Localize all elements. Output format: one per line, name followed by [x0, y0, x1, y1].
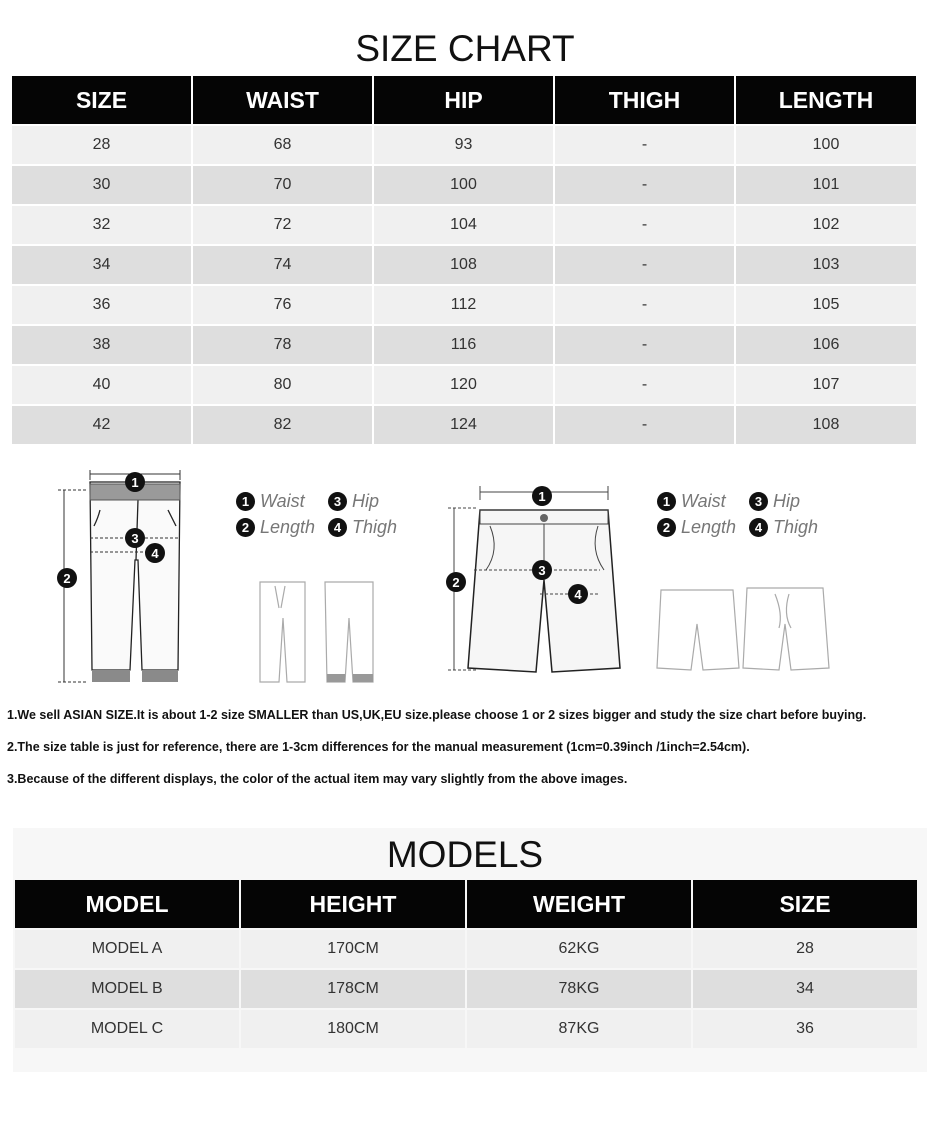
size-chart-table [10, 74, 918, 446]
table-row [12, 246, 916, 284]
header-model: MODEL [15, 880, 239, 928]
cell-model: MODEL A [15, 930, 239, 968]
cell-height: 170CM [241, 930, 465, 968]
header-hip: HIP [374, 76, 553, 124]
size-chart-header-row [12, 76, 916, 124]
cell-model: MODEL B [15, 970, 239, 1008]
cell-waist: 82 [193, 406, 372, 444]
cell-waist: 80 [193, 366, 372, 404]
cell-thigh: - [555, 406, 734, 444]
size-chart-title: SIZE CHART [355, 28, 575, 69]
cell-hip: 120 [374, 366, 553, 404]
cell-weight: 62KG [467, 930, 691, 968]
cell-height: 178CM [241, 970, 465, 1008]
header-length: LENGTH [736, 76, 916, 124]
cell-model-size: 28 [693, 930, 917, 968]
cell-size: 42 [12, 406, 191, 444]
cell-waist: 68 [193, 126, 372, 164]
cell-model-size: 36 [693, 1010, 917, 1048]
table-row [15, 970, 917, 1008]
table-row [12, 206, 916, 244]
header-height: HEIGHT [241, 880, 465, 928]
cell-hip: 124 [374, 406, 553, 444]
pants-measurement-diagram [50, 470, 200, 692]
cell-length: 103 [736, 246, 916, 284]
header-size: SIZE [12, 76, 191, 124]
cell-size: 38 [12, 326, 191, 364]
note-asian-size: 1.We sell ASIAN SIZE.It is about 1-2 size SMALLER than US,UK,EU size.please choose 1 or 2 sizes bigger and study the size chart before buying. [7, 708, 867, 722]
marker-4: 4 [574, 587, 582, 602]
cell-size: 34 [12, 246, 191, 284]
cell-waist: 70 [193, 166, 372, 204]
cell-model: MODEL C [15, 1010, 239, 1048]
cell-waist: 74 [193, 246, 372, 284]
cell-thigh: - [555, 206, 734, 244]
cell-length: 105 [736, 286, 916, 324]
cell-length: 101 [736, 166, 916, 204]
cell-thigh: - [555, 286, 734, 324]
cell-hip: 104 [374, 206, 553, 244]
cell-size: 32 [12, 206, 191, 244]
cell-length: 100 [736, 126, 916, 164]
marker-4: 4 [151, 546, 159, 561]
models-title: MODELS [386, 834, 544, 875]
cell-length: 108 [736, 406, 916, 444]
table-row [12, 326, 916, 364]
cell-thigh: - [555, 166, 734, 204]
table-row [12, 286, 916, 324]
models-table [13, 878, 919, 1050]
header-thigh: THIGH [555, 76, 734, 124]
marker-3: 3 [538, 563, 546, 578]
cell-waist: 76 [193, 286, 372, 324]
cell-height: 180CM [241, 1010, 465, 1048]
cell-length: 107 [736, 366, 916, 404]
table-row [12, 166, 916, 204]
pants-thumbnail [255, 578, 385, 690]
shorts-legend: 1 Waist 3 Hip 2 Length 4 Thigh [657, 488, 818, 540]
cell-thigh: - [555, 326, 734, 364]
marker-1: 1 [131, 475, 139, 490]
cell-waist: 72 [193, 206, 372, 244]
header-weight: WEIGHT [467, 880, 691, 928]
cell-hip: 100 [374, 166, 553, 204]
cell-size: 36 [12, 286, 191, 324]
shorts-thumbnail [655, 584, 835, 678]
cell-size: 28 [12, 126, 191, 164]
cell-hip: 116 [374, 326, 553, 364]
marker-2: 2 [63, 571, 71, 586]
cell-thigh: - [555, 246, 734, 284]
marker-1: 1 [538, 489, 546, 504]
cell-model-size: 34 [693, 970, 917, 1008]
cell-weight: 87KG [467, 1010, 691, 1048]
shorts-measurement-diagram [440, 480, 640, 680]
note-color: 3.Because of the different displays, the color of the actual item may vary slightly from the above images. [7, 772, 628, 786]
table-row [12, 366, 916, 404]
models-header-row [15, 880, 917, 928]
table-row [15, 930, 917, 968]
cell-hip: 108 [374, 246, 553, 284]
cell-thigh: - [555, 366, 734, 404]
cell-size: 30 [12, 166, 191, 204]
cell-weight: 78KG [467, 970, 691, 1008]
marker-2: 2 [452, 575, 460, 590]
cell-length: 102 [736, 206, 916, 244]
size-notes [7, 708, 927, 804]
cell-hip: 112 [374, 286, 553, 324]
note-measurement: 2.The size table is just for reference, there are 1-3cm differences for the manual measurement (1cm=0.39inch /1inch=2.54cm). [7, 740, 750, 754]
header-waist: WAIST [193, 76, 372, 124]
cell-hip: 93 [374, 126, 553, 164]
marker-3: 3 [131, 531, 139, 546]
table-row [12, 406, 916, 444]
table-row [15, 1010, 917, 1048]
cell-thigh: - [555, 126, 734, 164]
header-model-size: SIZE [693, 880, 917, 928]
pants-legend: 1 Waist 3 Hip 2 Length 4 Thigh [236, 488, 397, 540]
table-row [12, 126, 916, 164]
cell-waist: 78 [193, 326, 372, 364]
cell-length: 106 [736, 326, 916, 364]
cell-size: 40 [12, 366, 191, 404]
